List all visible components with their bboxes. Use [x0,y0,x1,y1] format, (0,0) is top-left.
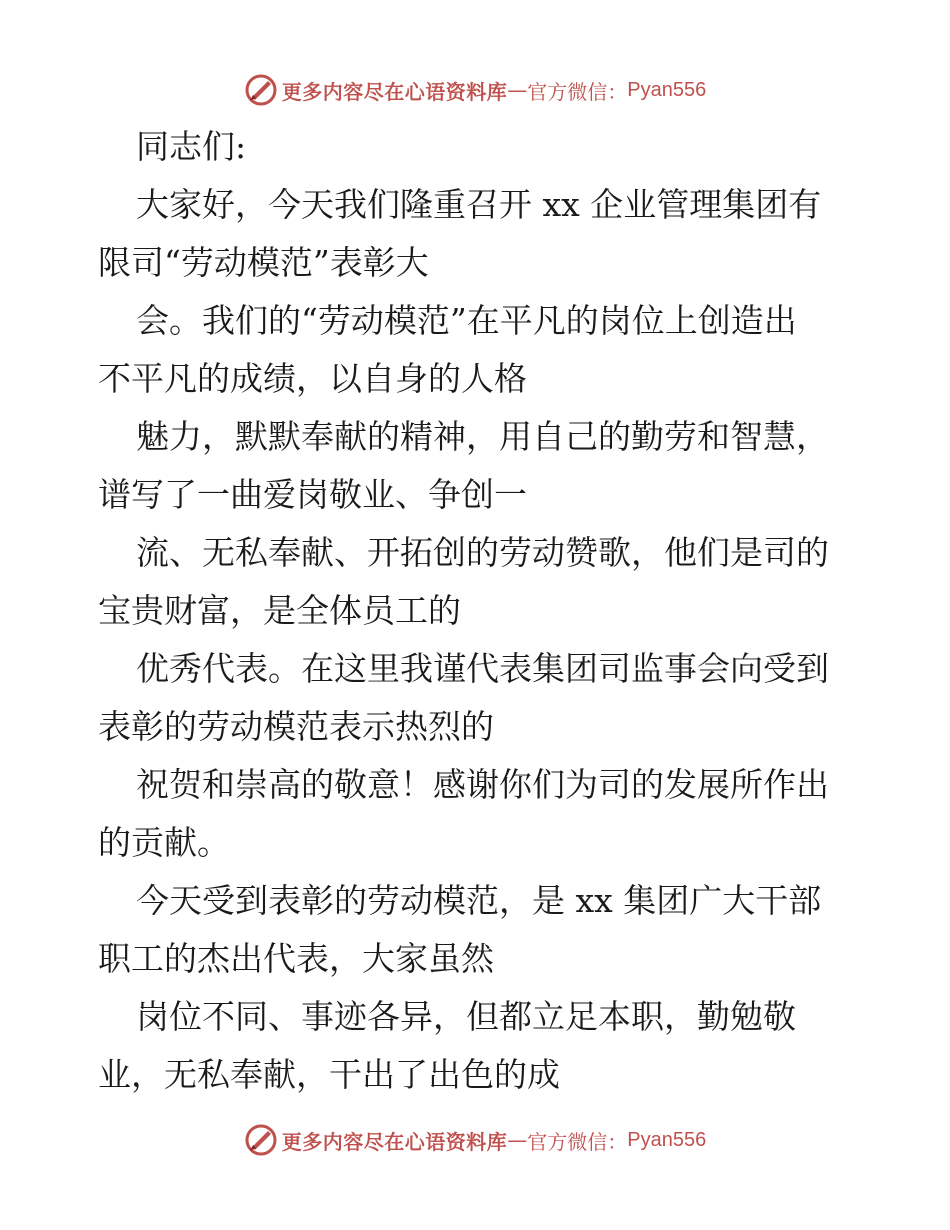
banner-wechat-id: Pyan556 [627,78,707,101]
banner-separator: — [507,78,528,102]
banner-brand: 更多内容尽在心语资料库 [281,1129,508,1154]
text-line: 流、无私奉献、开拓创的劳动赞歌，他们是司的 [136,533,829,572]
document-body [98,118,858,1104]
header-banner [0,70,950,110]
text-line: 岗位不同、事迹各异，但都立足本职，勤勉敬 [136,997,796,1036]
text-line: 不平凡的成绩，以自身的人格 [98,359,527,398]
banner-separator: — [507,1128,528,1152]
text-line: 优秀代表。在这里我谨代表集团司监事会向受到 [136,649,829,688]
quill-logo-icon [244,1123,278,1157]
text-line: 同志们: [136,127,247,166]
text-line: 宝贵财富，是全体员工的 [98,591,461,630]
text-line: 今天受到表彰的劳动模范，是 xx 集团广大干部 [136,881,822,920]
text-line: 职工的杰出代表，大家虽然 [98,939,494,978]
text-line: 魅力，默默奉献的精神，用自己的勤劳和智慧， [136,417,829,456]
text-line: 大家好，今天我们隆重召开 xx 企业管理集团有 [136,185,822,224]
text-line: 祝贺和崇高的敬意！感谢你们为司的发展所作出 [136,765,829,804]
banner-brand: 更多内容尽在心语资料库 [281,79,508,104]
banner-label: 官方微信： [527,79,628,104]
text-line: 谱写了一曲爱岗敬业、争创一 [98,475,527,514]
text-line: 会。我们的“劳动模范”在平凡的岗位上创造出 [136,301,797,340]
text-line: 表彰的劳动模范表示热烈的 [98,707,494,746]
text-line: 限司“劳动模范”表彰大 [98,243,429,282]
text-line: 业，无私奉献，干出了出色的成 [98,1055,560,1094]
banner-wechat-id: Pyan556 [627,1128,707,1151]
footer-banner [0,1120,950,1160]
banner-label: 官方微信： [527,1129,628,1154]
text-line: 的贡献。 [98,823,230,862]
quill-logo-icon [244,73,278,107]
